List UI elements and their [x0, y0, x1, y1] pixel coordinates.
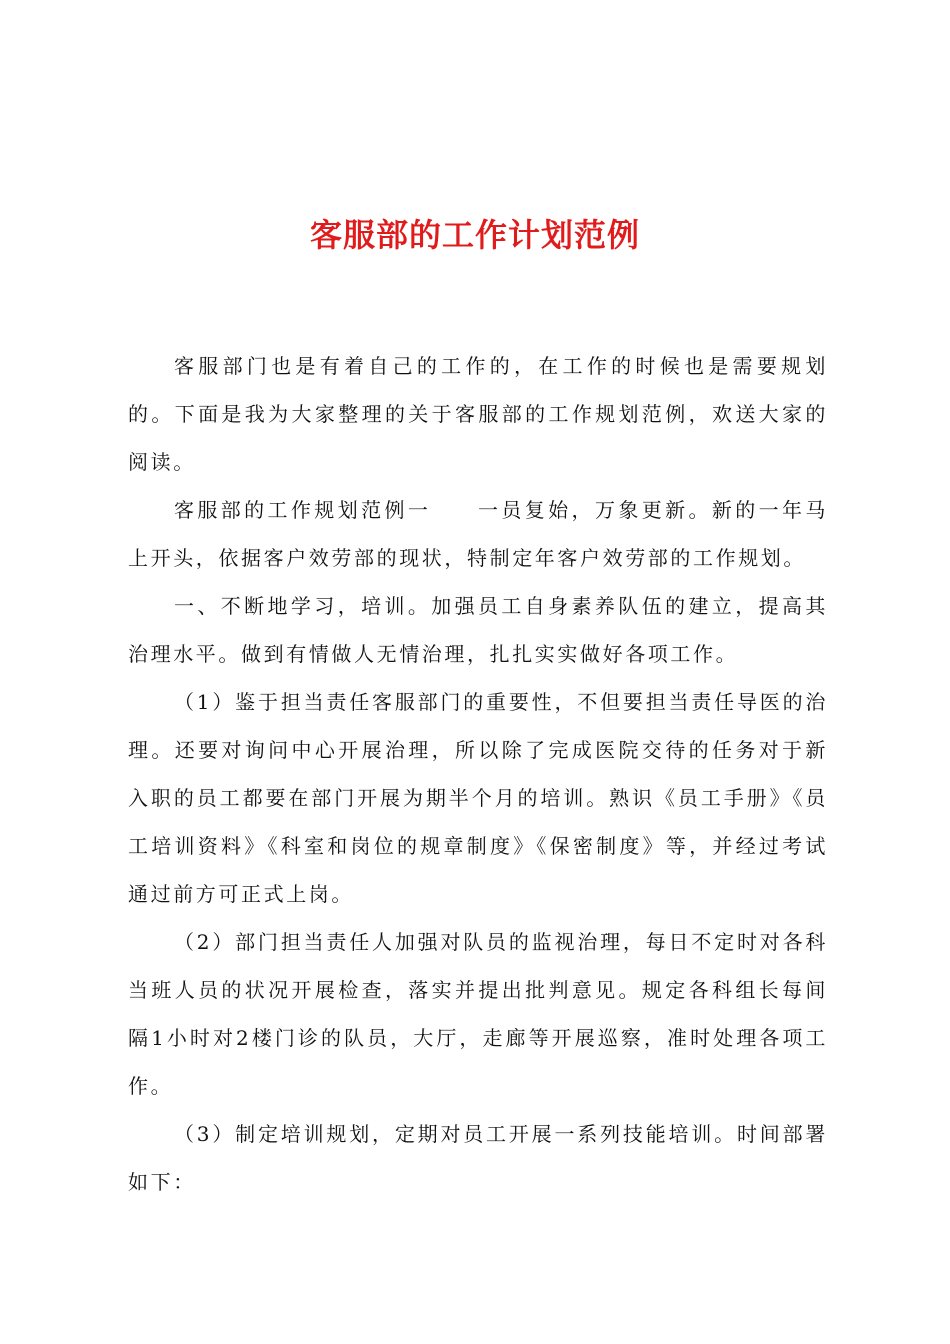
paragraph-lead: 客服部的工作规划范例一 [174, 498, 432, 522]
paragraph-item-2: （2）部门担当责任人加强对队员的监视治理，每日不定时对各科当班人员的状况开展检查，落实并提出批判意见。规定各科组长每间隔1小时对2楼门诊的队员，大厅，走廊等开展巡察，准时处理各项工作。 [128, 930, 828, 1098]
document-body [128, 342, 828, 1206]
paragraph-section-one: 一、不断地学习，培训。加强员工自身素养队伍的建立，提高其治理水平。做到有情做人无情治理，扎扎实实做好各项工作。 [128, 594, 828, 666]
paragraph-item-1: （1）鉴于担当责任客服部门的重要性，不但要担当责任导医的治理。还要对询问中心开展治理，所以除了完成医院交待的任务对于新入职的员工都要在部门开展为期半个月的培训。熟识《员工手册》《员工培训资料》《科室和岗位的规章制度》《保密制度》等，并经过考试通过前方可正式上岗。 [128, 690, 828, 906]
paragraph-text: 一员复始，万象更新。新的一年马上开头，依据客户效劳部的现状，特制定年客户效劳部的工作规划。 [128, 498, 828, 570]
paragraph-intro: 客服部门也是有着自己的工作的，在工作的时候也是需要规划的。下面是我为大家整理的关于客服部的工作规划范例，欢送大家的阅读。 [128, 354, 828, 474]
document-title: 客服部的工作计划范例 [309, 216, 640, 254]
paragraph-item-3: （3）制定培训规划，定期对员工开展一系列技能培训。时间部署如下： [128, 1122, 828, 1194]
paragraph-example-one [128, 486, 828, 582]
